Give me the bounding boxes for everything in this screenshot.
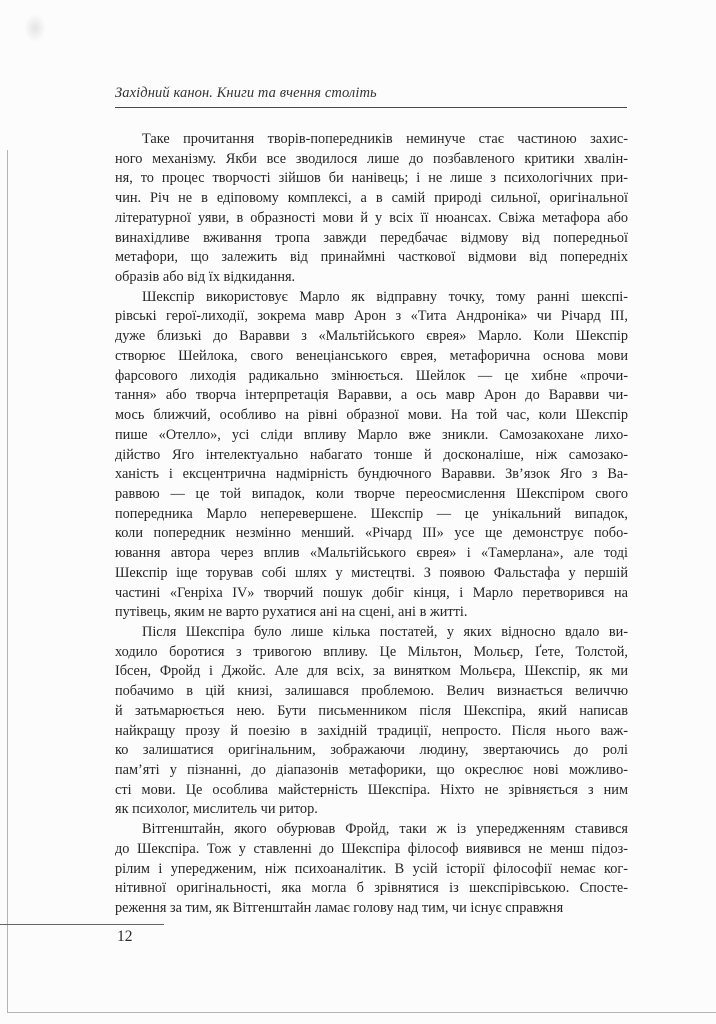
text-line: коли попередник незмінно менший. «Річард III» усе ще демонструє побо- [115, 525, 628, 542]
text-line: нітивної оригінальності, яка могла б зрівнятися із шекспірівською. Спосте- [115, 880, 628, 897]
text-line: ного механізму. Якби все зводилося лише до позбавленого критики хвалін- [115, 150, 628, 167]
text-line: літературної уяви, в образності мови й у всіх її нюансах. Свіжа метафора або [115, 209, 628, 226]
page-number: 12 [117, 928, 133, 945]
text-line: Шекспір використовує Марло як відправну точку, тому ранні шекспі- [142, 288, 628, 305]
paragraph [115, 288, 628, 623]
text-line: й затьмарюється нею. Бути письменником після Шекспіра, який написав [115, 702, 628, 719]
paragraph [115, 623, 628, 820]
text-line: мось ближчий, особливо на рівні образної мови. На той час, коли Шекспір [115, 407, 628, 424]
text-line: дійство Яго інтелектуально набагато тонше й досконаліше, ніж самозако- [115, 446, 628, 463]
footer-rule [0, 924, 164, 925]
text-line: чин. Річ не в едіповому комплексі, а в самій природі сильної, оригінальної [115, 190, 628, 207]
text-line: путівець, яким не варто рухатися ані на сцені, ані в житті. [115, 604, 468, 621]
paragraph [115, 130, 628, 288]
text-line: ня, то процес творчості зійшов би нанівець; і не лише з психологічних при- [115, 170, 628, 187]
text-line: фарсового лиходія радикально змінюється. Шейлок — це хибне «прочи- [115, 367, 628, 384]
page-edge-bottom [7, 1012, 716, 1013]
text-line: Ібсен, Фройд і Джойс. Але для всіх, за винятком Мольєра, Шекспір, як ми [115, 663, 628, 680]
text-line: образів або від їх відкидання. [115, 269, 296, 286]
page-body-text [115, 130, 628, 919]
text-line: реження за тим, як Вітгенштайн ламає голову над тим, чи існує справжня [115, 900, 564, 917]
text-line: Вітгенштайн, якого обурював Фройд, таки ж із упередженням ставився [142, 821, 628, 838]
text-line: побачимо в цій книзі, залишався проблемою. Велич визнається величчю [115, 683, 628, 700]
text-line: до Шекспіра. Тож у ставленні до Шекспіра філософ виявився не менш підоз- [115, 840, 628, 857]
text-line: ханість і ексцентрична надмірність бундючного Варавви. Зв’язок Яго з Ва- [115, 466, 628, 483]
text-line: Шекспір іще торував собі шлях у мистецтві. З появою Фальстафа у першій [115, 564, 628, 581]
text-line: сті мови. Це особлива майстерність Шекспіра. Ніхто не зрівняється з ним [115, 781, 628, 798]
scan-artifact [24, 14, 46, 42]
text-line: ювання автора через вплив «Мальтійського єврея» і «Тамерлана», але тоді [115, 545, 628, 562]
text-line: дуже близькі до Варавви з «Мальтійського єврея» Марло. Коли Шекспір [115, 328, 628, 345]
text-line: тання» або творча інтерпретація Варавви, а ось мавр Арон до Варавви чи- [115, 387, 628, 404]
text-line: метафори, що залежить від принаймні часткової відмови від попередніх [115, 249, 628, 266]
paragraph [115, 820, 628, 919]
text-line: рілим і упередженим, ніж психоаналітик. В усій історії філософії немає ког- [115, 860, 628, 877]
text-line: попередника Марло неперевершене. Шекспір — це унікальний випадок, [115, 505, 628, 522]
page-edge-left [7, 150, 8, 1012]
text-line: найкращу прозу й поезію в західній традиції, непросто. Після нього важ- [115, 722, 628, 739]
text-line: раввою — це той випадок, коли творче переосмислення Шекспіром свого [115, 485, 628, 502]
text-line: пише «Отелло», усі сліди впливу Марло вже зникли. Самозакохане лихо- [115, 426, 628, 443]
text-line: створює Шейлока, свого венеціанського єврея, метафорична основа мови [115, 347, 628, 364]
text-line: ходило боротися з тривогою впливу. Це Мільтон, Мольєр, Ґете, Толстой, [115, 643, 628, 660]
running-header-title: Західний канон. Книги та вчення століть [115, 85, 627, 108]
text-line: частині «Генріха IV» творчий пошук добіг кінця, і Марло перетворився на [115, 584, 628, 601]
text-line: рівські герої-лиходії, зокрема мавр Арон з «Тита Андроніка» чи Річард III, [115, 308, 628, 325]
text-line: пам’яті у пізнанні, до діапазонів метафорики, що окреслює нові можливо- [115, 762, 628, 778]
text-line: Таке прочитання творів-попередників неминуче стає частиною захис- [142, 131, 628, 147]
text-line: Після Шекспіра було лише кілька постатей, у яких відносно вдало ви- [142, 623, 628, 640]
text-line: винахідливе вживання тропа завжди передбачає відмову від попередньої [115, 229, 628, 246]
text-line: як психолог, мислитель чи ритор. [115, 801, 318, 818]
text-line: ко залишатися оригінальним, зображаючи людину, звертаючись до ролі [115, 742, 628, 759]
